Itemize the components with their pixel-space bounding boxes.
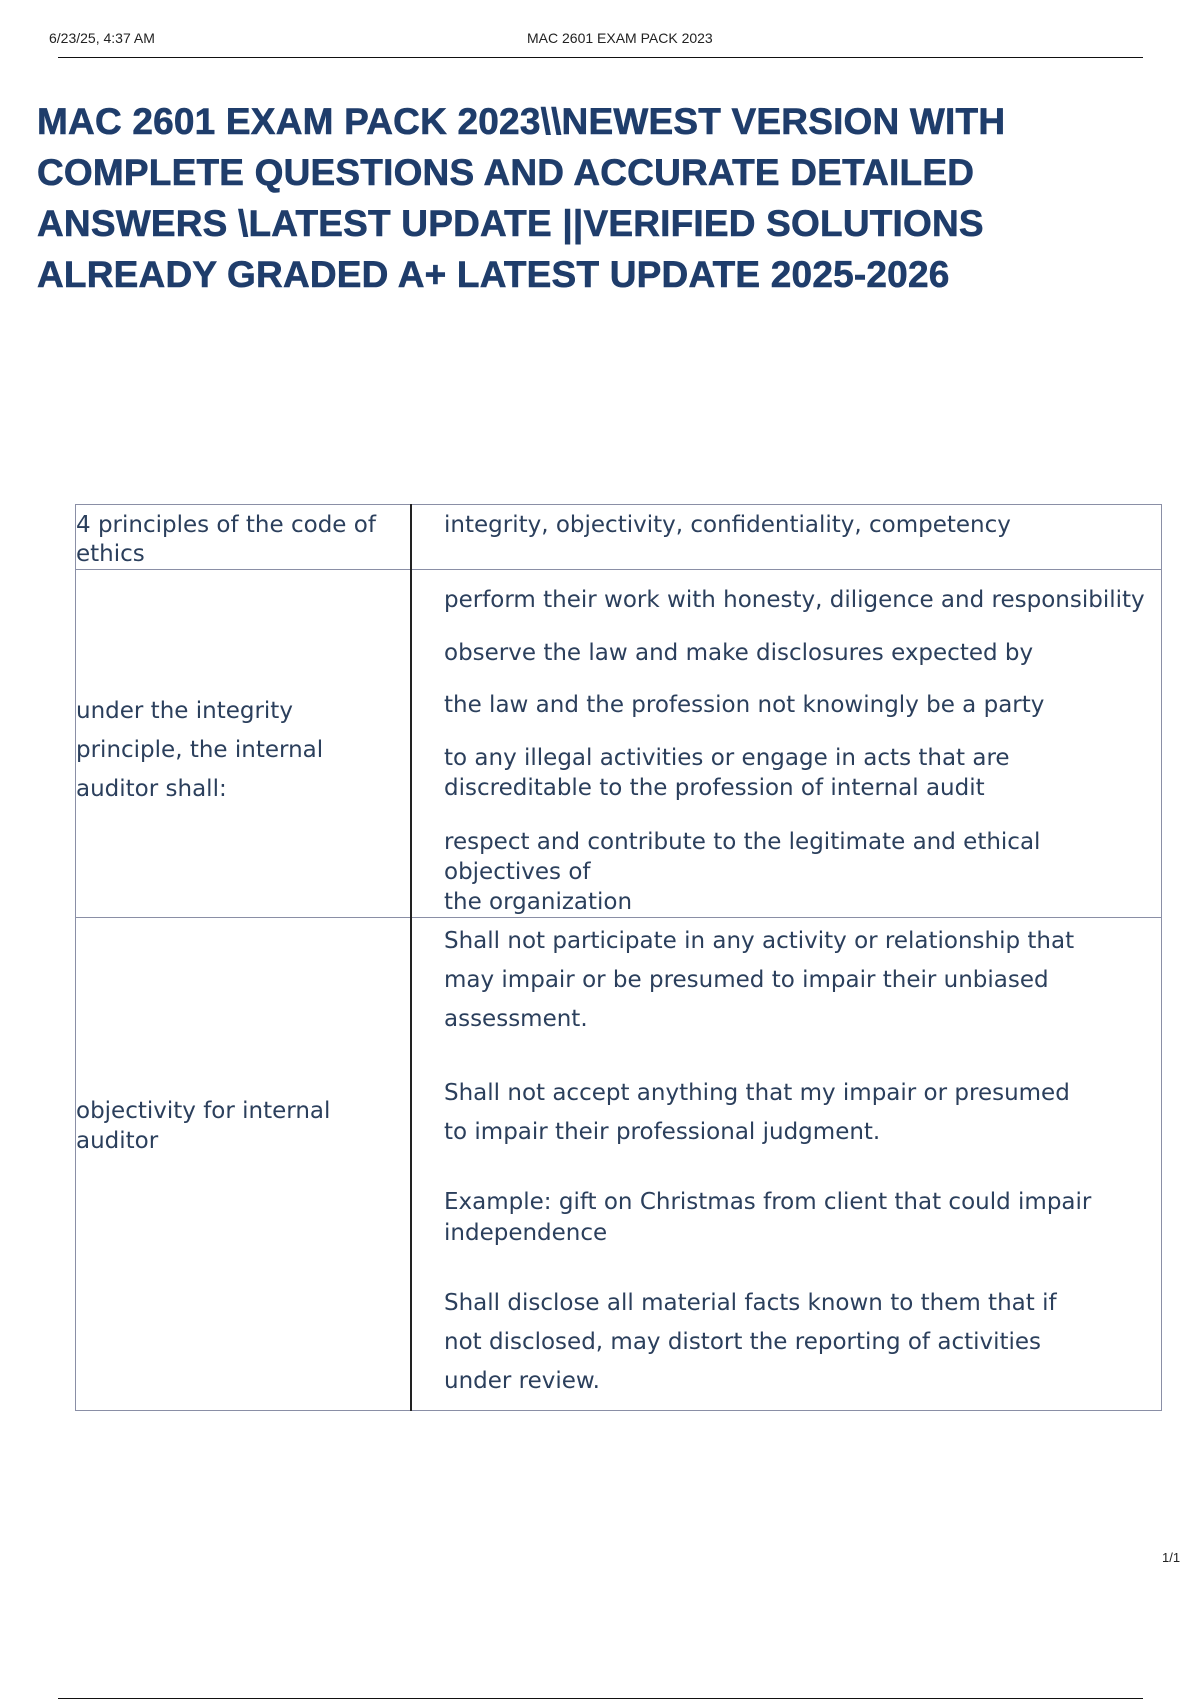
definition-paragraph [444, 1074, 1151, 1152]
term-line: principle, the internal [76, 737, 324, 763]
definition-text: integrity, objectivity, confidentiality, competency [444, 512, 1011, 538]
definition-line: observe the law and make disclosures expected by [444, 639, 1034, 666]
footer-divider [58, 1698, 1143, 1699]
title-line: MAC 2601 EXAM PACK 2023\\NEWEST VERSION WITH [37, 101, 1006, 142]
term-cell [76, 505, 412, 570]
definition-line: may impair or be presumed to impair their unbiased [444, 967, 1049, 993]
definition-line: to any illegal activities or engage in acts that are [444, 744, 1010, 771]
definition-line: independence [444, 1220, 608, 1246]
definition-line: assessment. [444, 1006, 588, 1032]
definition-line: Shall not participate in any activity or relationship that [444, 928, 1075, 954]
definition-paragraph [444, 1187, 1151, 1249]
flashcard-table [75, 504, 1162, 1411]
term-line: auditor shall: [76, 776, 227, 802]
definition-cell [411, 918, 1162, 1411]
definition-line: under review. [444, 1368, 600, 1394]
definition-text [444, 918, 1151, 1401]
definition-paragraph [444, 922, 1151, 1039]
definition-text [444, 570, 1151, 917]
definition-line: Example: gift on Christmas from client that could impair [444, 1189, 1092, 1215]
definition-paragraph [444, 1284, 1151, 1401]
term-line: objectivity for internal auditor [76, 1098, 331, 1154]
definition-line: discreditable to the profession of internal audit [444, 775, 985, 801]
definition-line: respect and contribute to the legitimate and ethical objectives of [444, 829, 1041, 885]
title-line: ALREADY GRADED A+ LATEST UPDATE 2025-2026 [37, 254, 950, 295]
table-row [76, 918, 1162, 1411]
term-line: under the integrity [76, 698, 293, 724]
header-divider [58, 57, 1143, 58]
table-row [76, 505, 1162, 570]
print-document-name: MAC 2601 EXAM PACK 2023 [527, 30, 713, 46]
term-text: 4 principles of the code of ethics [76, 512, 376, 567]
definition-line: Shall disclose all material facts known to them that if [444, 1290, 1057, 1316]
term-text [76, 570, 410, 809]
title-line: ANSWERS \LATEST UPDATE ||VERIFIED SOLUTIONS [37, 203, 984, 244]
document-title [37, 96, 1167, 300]
print-header [0, 30, 1200, 50]
definition-line: Shall not accept anything that my impair or presumed [444, 1080, 1070, 1106]
definition-cell [411, 570, 1162, 918]
definition-line: to impair their professional judgment. [444, 1119, 881, 1145]
term-cell [76, 918, 412, 1411]
title-line: COMPLETE QUESTIONS AND ACCURATE DETAILED [37, 152, 975, 193]
definition-line: the organization [444, 889, 633, 915]
definition-line: perform their work with honesty, diligence and responsibility [444, 587, 1145, 613]
term-text [76, 918, 410, 1156]
page-number: 1/1 [1162, 1550, 1181, 1565]
definition-cell [411, 505, 1162, 570]
table-row [76, 570, 1162, 918]
definition-line: not disclosed, may distort the reporting of activities [444, 1329, 1042, 1355]
print-datetime: 6/23/25, 4:37 AM [49, 30, 155, 46]
definition-line: the law and the profession not knowingly be a party [444, 692, 1045, 718]
term-cell [76, 570, 412, 918]
